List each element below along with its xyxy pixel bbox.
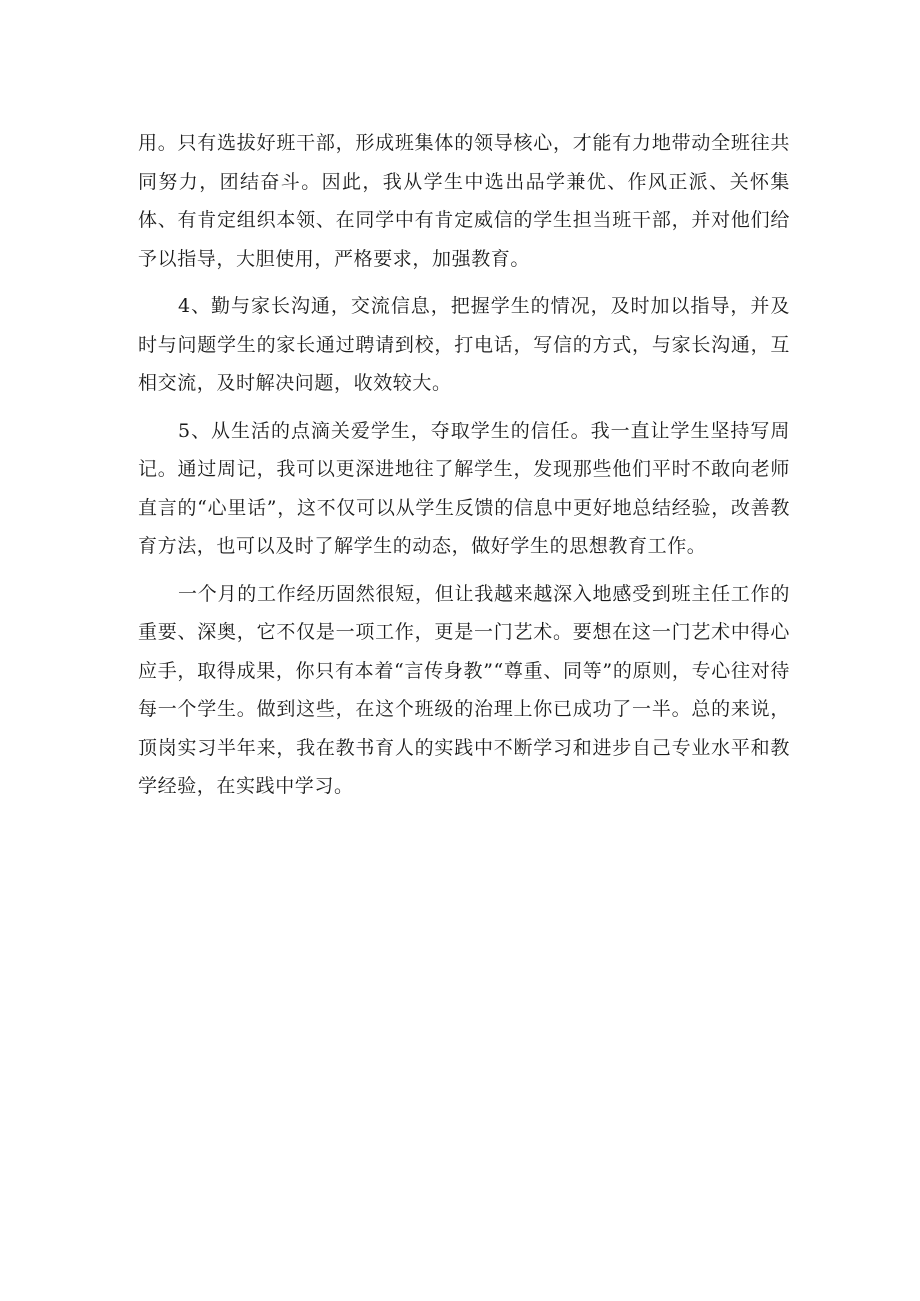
paragraph-4: 一个月的工作经历固然很短，但让我越来越深入地感受到班主任工作的重要、深奥，它不仅是一项工作，更是一门艺术。要想在这一门艺术中得心应手，取得成果，你只有本着“言传身教”“尊重、同等”的原则，专心往对待每一个学生。做到这些，在这个班级的治理上你已成功了一半。总的来说，顶岗实习半年来，我在教书育人的实践中不断学习和进步自己专业水平和教学经验，在实践中学习。 [138, 582, 790, 797]
paragraph-3: 5、从生活的点滴关爱学生，夺取学生的信任。我一直让学生坚持写周记。通过周记，我可以更深进地往了解学生，发现那些他们平时不敢向老师直言的“心里话”，这不仅可以从学生反馈的信息中更好地总结经验，改善教育方法，也可以及时了解学生的动态，做好学生的思想教育工作。 [138, 419, 790, 557]
document-body [138, 124, 790, 815]
paragraph-2: 4、勤与家长沟通，交流信息，把握学生的情况，及时加以指导，并及时与问题学生的家长通过聘请到校，打电话，写信的方式，与家长沟通，互相交流，及时解决问题，收效较大。 [138, 295, 790, 394]
paragraph-1: 用。只有选拔好班干部，形成班集体的领导核心，才能有力地带动全班往共同努力，团结奋斗。因此，我从学生中选出品学兼优、作风正派、关怀集体、有肯定组织本领、在同学中有肯定威信的学生担当班干部，并对他们给予以指导，大胆使用，严格要求，加强教育。 [138, 132, 790, 270]
